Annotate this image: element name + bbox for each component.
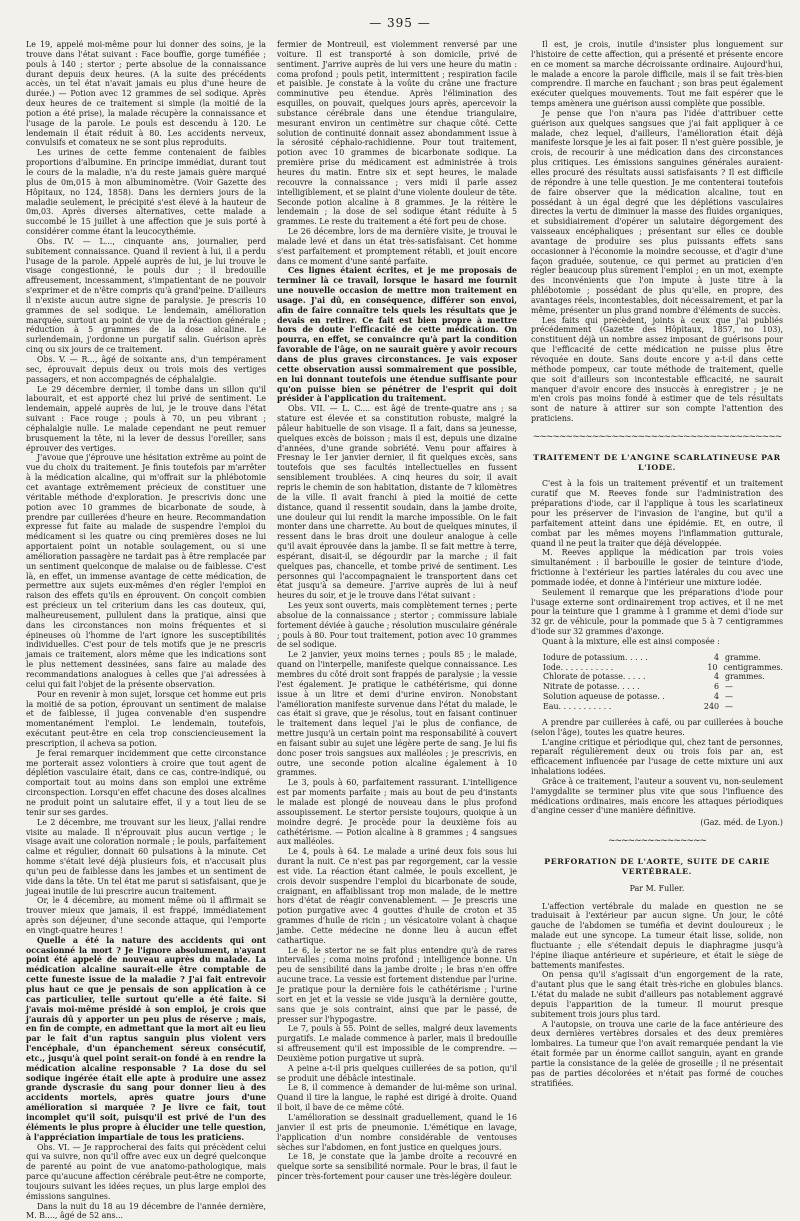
paragraph: Le 29 décembre dernier, il tombe dans un sillon qu'il labourait, et est apporté chez lui privé de sentiment. Le lendemain, appelé auprès de lui, je le trouve dans l'état suivant : Face rouge ; pouls à 70, un peu vibrant ; céphalalgie nulle. Le malade cependant ne peut remuer brusquement la tête, ni la lever de dessus l'oreiller, sans éprouver des vertiges. xyxy=(26,384,266,453)
ingredient-unit: — xyxy=(724,702,733,711)
column-left xyxy=(26,40,266,1221)
ingredient-unit: centigrammes. xyxy=(723,662,783,672)
paragraph: Le 18, je constate que la jambe droite a recouvré en quelque sorte sa sensibilité normale. Pour le bras, il faut le pincer très-fortement pour causer une très-légère douleur. xyxy=(277,1152,517,1182)
section-divider: ~~~~~~~~~~~~~~~~~~~~~~~~~~~~~~~~~~~~~~ xyxy=(532,431,782,442)
paragraph: Le 8, il commence à demander de lui-même son urinal. Quand il tire la langue, le raphé est dirigé à droite. Quand il boit, il bave de ce même côté. xyxy=(277,1083,517,1113)
paragraph: Quant à la mixture, elle est ainsi composée : xyxy=(542,636,720,646)
paragraph: A peine a-t-il pris quelques cuillerées de sa potion, qu'il se produit une débâcle intestinale. xyxy=(277,1063,517,1083)
ingredient-name: Eau. . . . . . . . . . . xyxy=(543,702,612,711)
paragraph: Pour en revenir à mon sujet, lorsque cet homme eut pris la moitié de sa potion, éprouvant un sentiment de malaise et de faiblesse, il jugea convenable d'en suspendre momentanément l'emploi. Le lendemain, toutefois, exécutant peut-être en cela trop consciencieusement la prescription, il acheva sa potion. xyxy=(26,689,266,748)
page-number: — 395 — xyxy=(369,16,431,30)
paragraph: A l'autopsie, on trouva une carie de la face antérieure des deux dernières vertèbres dorsales et des deux premières lombaires. La tumeur que l'on avait remarquée pendant la vie était formée par un énorme caillot sanguin, ayant en grande partie la consistance de la gelée de groseille ; il ne présentait pas de parties décolorées et n'était pas formé de couches stratifiées. xyxy=(531,1019,783,1088)
author-line: Par M. Fuller. xyxy=(629,883,685,893)
paragraph: M. Reeves applique la médication par trois voies simultanément : il barbouille le gosier de teinture d'iode, frictionne à l'extérieur les parties latérales du cou avec une pommade iodée, et donne à l'intérieur une mixture iodée. xyxy=(531,548,783,587)
formula-row xyxy=(543,663,783,673)
ingredient-name: Solution aqueuse de potasse. . xyxy=(543,692,665,702)
section-divider: ~~~~~~~~~~~~~~~ xyxy=(607,836,707,847)
ingredient-unit: — xyxy=(724,692,733,702)
ingredient-qty: 6 xyxy=(713,682,719,692)
paragraph: Le 4, pouls à 64. Le malade a uriné deux fois sous lui durant la nuit. Ce n'est pas par regorgement, car la vessie est vide. La réaction étant calmée, le pouls excellent, je crois devoir suspendre l'emploi du bicarbonate de soude, craignant, en affaiblissant trop mon malade, de le mettre hors d'état de réagir convenablement. — Je prescris une potion purgative avec 4 gouttes d'huile de croton et 35 grammes d'huile de ricin ; un vésicatoire volant à chaque jambe. Cette médecine ne donne lieu à aucun effet cathartique. xyxy=(277,847,517,945)
paragraph: Or, le 4 décembre, au moment même où il affirmait se trouver mieux que jamais, il est frappé, immédiatement après son déjeuner, d'une seconde attaque, qui l'emporte en vingt-quatre heures ! xyxy=(26,896,266,935)
paragraph: Obs. IV. — L..., cinquante ans, journalier, perd subitement connaissance. Quand il revient à lui, il a perdu l'usage de la parole. Appelé auprès de lui, je lui trouve le visage congestionné, le pouls dur ; il bredouille affreusement, incessamment, s'impatientant de ne pouvoir s'exprimer et de n'être compris qu'à grand'peine. D'ailleurs il n'existe aucun autre signe de paralysie. Je prescris 10 grammes de sel sodique. Le lendemain, amélioration marquée, surtout au point de vue de la réaction générale ; réduction à 5 grammes de la dose alcaline. Le surlendemain, j'ordonne un purgatif salin. Guérison après cinq ou six jours de ce traitement. xyxy=(26,236,266,355)
paragraph: Le 2 décembre, me trouvant sur les lieux, j'allai rendre visite au malade. Il n'éprouvait plus aucun vertige ; le visage avait une coloration normale ; le pouls, parfaitement calme et régulier, donnait 60 pulsations à la minute. Cet homme s'était levé déjà plusieurs fois, et n'accusait plus qu'un peu de faiblesse dans les jambes et un sentiment de vide dans la tête. Un tel état me parut si satisfaisant, que je jugeai inutile de lui prescrire aucun traitement. xyxy=(26,817,266,896)
formula-row xyxy=(543,692,783,702)
paragraph: Je pense que l'on n'aura pas l'idée d'attribuer cette guérison aux quelques sangsues que j'ai fait appliquer à ce malade, chez lequel, d'ailleurs, l'amélioration était déjà manifeste lorsque je les ai fait poser. Il n'est guère possible, je crois, de recourir à une médication dans des circonstances plus critiques. Les émissions sanguines générales auraient-elles procuré des résultats aussi satisfaisants ? Il est difficile de répondre à une telle question. Je me contenterai toutefois de faire observer que la médication alcaline, tout en possédant à un égal degré que les déplétions vasculaires directes la vertu de diminuer la masse des fluides organiques, et subsidiairement d'opérer un salutaire dégorgement des vaisseaux encéphaliques ; présentant sur elles ce double avantage de produire ses plus puissants effets sans occasionner à l'économie la moindre secousse, et d'agir d'une façon graduée, soutenue, ce qui permet au praticien d'en régler beaucoup plus sûrement l'emploi ; en un mot, exempte des inconvénients que l'on impute à juste titre à la phlébotomie ; possédant de plus qu'elle, en propre, des avantages réels, incontestables, doit nécessairement, et par la même, présenter un plus grand nombre d'éléments de succès. xyxy=(531,108,783,315)
paragraph: On pensa qu'il s'agissait d'un engorgement de la rate, d'autant plus que le sang était très-riche en globules blancs. L'état du malade ne subit d'ailleurs pas notablement aggravé depuis l'apparition de la tumeur. Il mourut presque subitement trois jours plus tard. xyxy=(531,970,783,1019)
paragraph: Le 2 janvier, yeux moins ternes ; pouls 85 ; le malade, quand on l'interpelle, manifeste quelque connaissance. Les membres du côté droit sont frappés de paralysie ; la vessie l'est également. Je pratique le cathétérisme, qui donne issue à un litre et demi d'urine environ. Nonobstant l'amélioration manifeste survenue dans l'état du malade, le cas était si grave, que je résolus, tout en faisant continuer le traitement dans lequel j'ai le plus de confiance, de mettre jusqu'à un certain point ma responsabilité à couvert en faisant subir au sujet une légère perte de sang. Je lui fis donc poser trois sangsues aux malléoles ; je prescrivis, en outre, une seconde potion alcaline également à 10 grammes. xyxy=(277,650,517,778)
formula-row xyxy=(543,672,783,682)
column-middle xyxy=(277,40,517,1180)
paragraph: Dans la nuit du 18 au 19 décembre de l'année dernière, M. B...., âgé de 52 ans... xyxy=(26,1201,266,1221)
column-right xyxy=(531,40,783,1180)
paragraph: A prendre par cuillerées à café, ou par cuillerées à bouche (selon l'âge), toutes les quatre heures. xyxy=(531,717,783,737)
paragraph: Le 6, le stertor ne se fait plus entendre qu'à de rares intervalles ; coma moins profond ; intelligence bonne. Un peu de sensibilité dans la jambe droite ; le bras n'en offre aucune trace. La vessie est fortement distendue par l'urine. Je pratique pour la dernière fois le cathétérisme ; l'urine sort en jet et la vessie se vide jusqu'à la dernière goutte, sans que je sois contraint, ainsi que par le passé, de presser sur l'hypogastre. xyxy=(277,945,517,1024)
ingredient-qty: 4 xyxy=(713,692,719,702)
ingredient-name: Chlorate de potasse. . . . . xyxy=(543,672,646,682)
article-heading: PERFORATION DE L'AORTE, SUITE DE CARIE VERTÉBRALE. xyxy=(544,856,770,876)
ingredient-unit: grammes. xyxy=(724,672,765,682)
article-heading: TRAITEMENT DE L'ANGINE SCARLATINEUSE PAR L'IODE. xyxy=(533,452,781,472)
paragraph: Obs. VI. — Je rapprocherai des faits qui précèdent celui qui va suivre, non qu'il offre avec eux un degré quelconque de parenté au point de vue anatomo-pathologique, mais parce qu'aucune affection cérébrale peut-être ne comporte, toujours suivant les idées reçues, un plus large emploi des émissions sanguines. xyxy=(26,1142,266,1201)
ingredient-name: Iode. . . . . . . . . . . xyxy=(543,662,614,672)
paragraph: C'est à la fois un traitement préventif et un traitement curatif que M. Reeves fonde sur l'administration des préparations d'iode, car il l'applique à tous les scarlatineux pour les préserver de l'invasion de l'angine, but qu'il a parfaitement atteint dans une épidémie. Et, en outre, il combat par les mêmes moyens l'inflammation gutturale, quand il ne peut la traiter que déjà développée. xyxy=(531,479,783,548)
paragraph: Seulement il remarque que les préparations d'iode pour l'usage externe sont ordinairement trop actives, et il ne met pour la teinture que 1 gramme à 1 gramme et demi d'iode sur 32 gr. de véhicule, pour la pommade que 5 à 7 centigrammes d'iode sur 32 grammes d'axonge. xyxy=(531,587,783,637)
ingredient-name: Iodure de potassium. . . . . xyxy=(543,652,648,662)
paragraph: L'angine critique et périodique qui, chez tant de personnes, reparaît régulièrement deux ou trois fois par an, est efficacement influencée par l'usage de cette mixture uni aux inhalations iodées. xyxy=(531,737,783,777)
paragraph: fermier de Montreuil, est violemment renversé par une voiture. Il est transporté à son domicile, privé de sentiment. J'arrive auprès de lui vers une heure du matin : coma profond ; pouls petit, intermittent ; respiration facile et paisible. Je constate à la voûte du crâne une fracture comminutive peu étendue. Après l'élimination des esquilles, on pouvait, quelques jours après, apercevoir la substance cérébrale dans une étendue triangulaire, mesurant environ un centimètre sur chaque côté. Cette solution de continuité donnait assez abondamment issue à la sérosité céphalo-rachidienne. Pour tout traitement, potion avec 10 grammes de bicarbonate sodique. La première prise du médicament est administrée à trois heures du matin. Entre six et sept heures, le malade recouvre la connaissance ; vers midi il parle assez intelligiblement, et se plaint d'une violente douleur de tête. Seconde potion alcaline à 8 grammes. Je la réitère le lendemain ; la dose de sel sodique étant réduite à 5 grammes. Le reste du traitement a été fort peu de chose. xyxy=(277,40,517,227)
formula-row xyxy=(543,702,783,712)
paragraph: L'amélioration se dessinait graduellement, quand le 16 janvier il est pris de pneumonie. L'émétique en lavage, l'application d'un nombre considérable de ventouses sèches sur l'abdomen, en font justice en quelques jours. xyxy=(277,1112,517,1152)
formula-table xyxy=(543,653,783,712)
paragraph: Le 7, pouls à 55. Point de selles, malgré deux lavements purgatifs. Le malade commence à parler, mais il bredouille si affreusement qu'il est impossible de le comprendre. — Deuxième potion purgative ut suprà. xyxy=(277,1024,517,1063)
ingredient-qty: 240 xyxy=(703,702,719,711)
paragraph: Le 26 décembre, lors de ma dernière visite, je trouvai le malade levé et dans un état très-satisfaisant. Cet homme s'est parfaitement et promptement rétabli, et jouit encore dans ce moment d'une santé parfaite. xyxy=(277,227,517,266)
paragraph: Ces lignes étaient écrites, et je me proposais de terminer là ce travail, lorsque le hasard me fournit une nouvelle occasion de mettre mon traitement en usage. J'ai dû, en conséquence, différer son envoi, afin de faire connaître tels quels les résultats que je devais en retirer. Ce fait est bien propre à mettre hors de doute l'efficacité de cette médication. On pourra, en effet, se convaincre qu'à part la condition favorable de l'âge, on ne saurait guère y avoir recours dans de plus graves circonstances. Je vais exposer cette observation aussi sommairement que possible, en lui donnant toutefois une étendue suffisante pour qu'on puisse bien se pénétrer de l'esprit qui doit présider à l'application du traitement. xyxy=(277,266,517,404)
paragraph: Grâce à ce traitement, l'auteur a souvent vu, non-seulement l'amygdalite se terminer plus vite que sous l'influence des médications ordinaires, mais encore les attaques périodiques d'angine cesser d'une manière définitive. xyxy=(531,776,783,816)
ingredient-unit: — xyxy=(724,682,733,692)
paragraph: Le 19, appelé moi-même pour lui donner des soins, je la trouve dans l'état suivant : Face bouffie, gorge tuméfiée ; pouls à 140 ; stertor ; perte absolue de la connaissance durant depuis deux heures. (A la suite des précédents accès, un tel état n'avait jamais eu plus d'une heure de durée.) — Potion avec 12 grammes de sel sodique. Après deux heures de ce traitement si simple (la moitié de la potion a été prise), la malade récupère la connaissance et l'usage de la parole. Le pouls est descendu à 120. Le lendemain il était réduit à 80. Les accidents nerveux, convulsifs et comateux ne se sont plus reproduits. xyxy=(26,40,266,148)
paragraph: Les yeux sont ouverts, mais complètement ternes ; perte absolue de la connaissance ; stertor ; commissure labiale fortement déviée à gauche ; résolution musculaire générale ; pouls à 80. Pour tout traitement, potion avec 10 grammes de sel sodique. xyxy=(277,601,517,650)
paragraph: Obs. VII. — L. C.... est âgé de trente-quatre ans ; sa stature est élevée et sa constitution robuste, malgré la pâleur habituelle de son visage. Il a fait, dans sa jeunesse, quelques excès de boisson ; mais il est, depuis une dizaine d'années, d'une grande sobriété. Venu pour affaires à Fresnay le 1er janvier dernier, il fit quelques excès, sans toutefois que ses facultés intellectuelles en fussent sensiblement troublées. A cinq heures du soir, il avait repris le chemin de son habitation, distante de 7 kilomètres de la ville. Il avait franchi à pied la moitié de cette distance, quand il ressentit soudain, dans la jambe droite, une douleur qui lui rendit la marche impossible. On le fait monter dans une charrette. Au bout de quelques minutes, il ressent dans le bras droit une douleur analogue à celle qu'il avait éprouvée dans la jambe. Il se fait mettre à terre, espérant, disait-il, se dégourdir par la marche ; il fait quelques pas, chancelle, et tombe privé de sentiment. Les personnes qui l'accompagnaient le transportent dans cet état jusqu'à sa demeure. J'arrive auprès de lui à neuf heures du soir, et je le trouve dans l'état suivant : xyxy=(277,404,517,601)
paragraph: Je ferai remarquer incidemment que cette circonstance me porterait assez volontiers à croire que tout agent de déplétion vasculaire était, dans ce cas, contre-indiqué, ou comportait tout au moins dans son emploi une extrême circonspection. Lorsqu'en effet chacune des doses alcalines ne produit point un salutaire effet, il y a tout lieu de se tenir sur ses gardes. xyxy=(26,748,266,817)
paragraph: Il est, je crois, inutile d'insister plus longuement sur l'histoire de cette affection, qui a présenté et présente encore en ce moment sa marche décroissante ordinaire. Aujourd'hui, le malade a encore la parole difficile, mais il se fait très-bien comprendre. Il marche en fauchant ; son bras peut également exécuter quelques mouvements. Tout me fait espérer que le temps amènera une guérison aussi complète que possible. xyxy=(531,40,783,109)
ingredient-qty: 4 xyxy=(713,652,719,662)
formula-row xyxy=(543,653,783,663)
paragraph: J'avoue que j'éprouve une hésitation extrême au point de vue du choix du traitement. Je finis toutefois par m'arrêter à la médication alcaline, qui m'offrait sur la phlébotomie cet avantage extrêmement précieux de constituer une véritable méthode d'exploration. Je prescrivis donc une potion avec 10 grammes de bicarbonate de soude, à prendre par cuillerées d'heure en heure. Recommandation expresse fut faite au malade de suspendre l'emploi du médicament si les quatre ou cinq premières doses ne lui apportaient point un notable soulagement, ou si une amélioration passagère ne tardait pas à être remplacée par un sentiment quelconque de malaise ou de faiblesse. C'est là, en effet, un immense avantage de cette médication, de permettre aux sujets eux-mêmes d'en régler l'emploi en raison des effets qu'ils en éprouvent. On conçoit combien est précieux un tel criterium dans les cas douteux, qui, malheureusement, pullulent dans la pratique, ainsi que dans les circonstances non moins fréquentes et si épineuses où l'homme de l'art ignore les susceptibilités individuelles. C'est pour de tels motifs que je ne prescris jamais ce traitement, alors même que les indications sont le plus nettement dessinées, sans faire au malade des recommandations analogues à celles que j'ai adressées à celui qui fait l'objet de la présente observation. xyxy=(26,453,266,689)
paragraph: Quelle a été la nature des accidents qui ont occasionné la mort ? Je l'ignore absolument, n'ayant point été appelé de nouveau auprès du malade. La médication alcaline saurait-elle être comptable de cette funeste issue de la maladie ? J'ai fait entrevoir plus haut ce que je pensais de son application à ce cas particulier, telle surtout qu'elle a été faite. Si j'avais moi-même présidé à son emploi, je crois que j'aurais dû y apporter un peu plus de réserve ; mais, en fin de compte, en admettant que la mort ait eu lieu par le fait d'un raptus sanguin plus violent vers l'encéphale, d'un épanchement séreux consécutif, etc., jusqu'à quel point serait-on fondé à en rendre la médication alcaline responsable ? La dose du sel sodique ingérée était elle apte à produire une assez grande dyscrasie du sang pour donner lieu à des accidents mortels, après quatre jours d'une amélioration si marquée ? Je livre ce fait, tout incomplet qu'il soit, puisqu'il est privé de l'un des éléments le plus propre à élucider une telle question, à l'appréciation impartiale de tous les praticiens. xyxy=(26,935,266,1142)
formula-row xyxy=(543,682,783,692)
source-reference: (Gaz. méd. de Lyon.) xyxy=(700,818,783,828)
paragraph: Obs. V. — R..., âgé de soixante ans, d'un tempérament sec, éprouvait depuis deux ou trois mois des vertiges passagers, et non accompagnés de céphalalgie. xyxy=(26,355,266,384)
ingredient-name: Nitrate de potasse. . . . . xyxy=(543,682,640,692)
paragraph: Les faits qui précèdent, joints à ceux que j'ai publiés précédemment (Gazette des Hôpitaux, 1857, no 103), constituent déjà un nombre assez imposant de guérisons pour que l'efficacité de cette médication ne puisse plus être révoquée en doute. Sans doute encore y a-t-il dans cette méthode pompeux, car toute méthode de traitement, quelle que soit d'ailleurs son incontestable efficacité, ne saurait manquer d'avoir encore des insuccès à enregistrer ; je ne m'en crois pas moins fondé à estimer que de tels résultats sont de nature à attirer sur son compte l'attention des praticiens. xyxy=(531,315,783,424)
ingredient-unit: gramme. xyxy=(724,652,761,662)
paragraph: Le 3, pouls à 60, parfaitement rassurant. L'intelligence est par moments parfaite ; mais au bout de peu d'instants le malade est plongé de nouveau dans le plus profond assoupissement. Le stertor persiste toujours, quoique à un moindre degré. Je procède pour la deuxième fois au cathétérisme. — Potion alcaline à 8 grammes ; 4 sangsues aux malléoles. xyxy=(277,778,517,847)
ingredient-qty: 4 xyxy=(713,672,719,682)
paragraph: L'affection vertébrale du malade en question ne se traduisait à l'extérieur par aucun signe. Un jour, le côté gauche de l'abdomen se tuméfia et devint douloureux ; le malade eut une syncope. La tumeur était lisse, solide, non fluctuante ; elle s'étendait depuis le diaphragme jusqu'à l'épine iliaque antérieure et supérieure, et était le siège de battements manifestes. xyxy=(531,901,783,970)
ingredient-qty: 10 xyxy=(707,662,718,672)
paragraph: Les urines de cette femme contenaient de faibles proportions d'albumine. En principe immédiat, durant tout le cours de la maladie, n'a du reste jamais guère marqué plus de 0m,015 à mon albuminomètre. (Voir Gazette des Hôpitaux, no 124, 1858). Dans les derniers jours de la maladie seulement, le précipité s'est élevé à la hauteur de 0m,03. Après diverses alternatives, cette malade a succombé le 15 juillet à une affection que je suis porté à considérer comme étant la leucocythémie. xyxy=(26,148,266,237)
